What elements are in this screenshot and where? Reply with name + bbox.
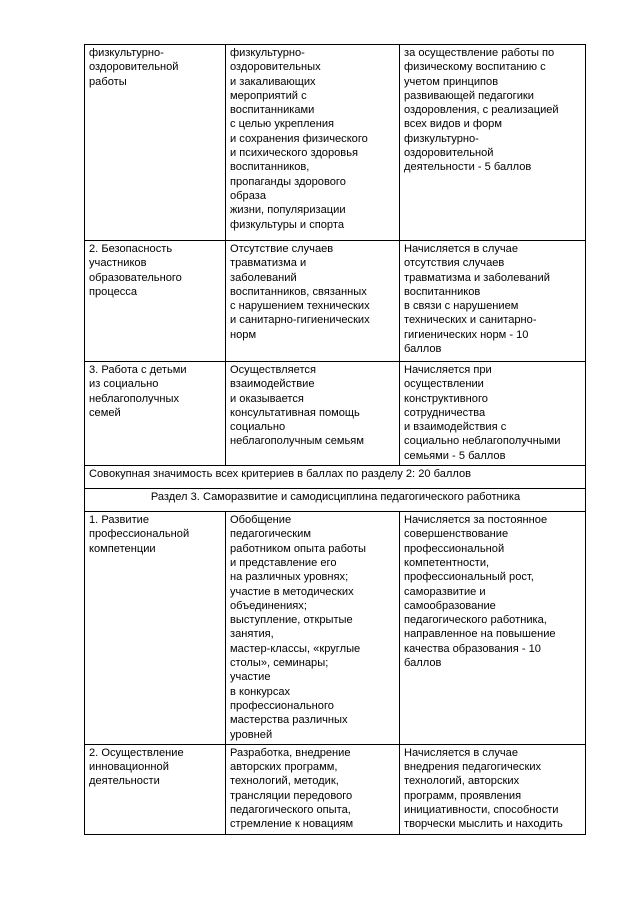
cell-text-line: отсутствия случаев [404,257,505,270]
table-row [85,362,586,466]
cell-text-line: воспитанников, [230,161,310,174]
cell-text-line: осуществлении [404,378,484,391]
cell-text-line: участников [89,257,147,270]
cell-text-line: оздоровительной [404,147,494,160]
cell-text-line: учетом принципов [404,75,499,88]
cell-text-line: внедрения педагогических [404,761,542,774]
cell-text-line: в связи с нарушением [404,300,519,313]
cell-text-line: оздоровительных [230,61,321,74]
indicator-cell [226,45,400,241]
cell-text-line: творчески мыслить и находить [404,818,563,831]
cell-text-line: профессиональный рост, [404,571,534,584]
cell-text-line: 2. Осуществление [89,746,184,759]
cell-text-line: качества образования - 10 [404,642,541,655]
cell-text-line: с нарушением технических [230,300,370,313]
cell-text-line: жизни, популяризации [230,204,346,217]
cell-text-line: 2. Безопасность [89,243,173,255]
indicator-cell [226,362,400,466]
cell-text-line: физкультуры и спорта [230,218,344,231]
cell-text-line: столы», семинары; [230,657,329,670]
cell-text-line: Начисляется при [404,364,492,376]
cell-text-line: на различных уровнях; [230,571,349,584]
criterion-cell [85,744,226,834]
cell-text-line: консультативная помощь [230,406,360,419]
cell-text-line: конструктивного [404,392,488,405]
cell-text-line: с целью укрепления [230,118,335,131]
cell-text-line: баллов [404,657,442,670]
table-row [85,241,586,362]
cell-text-line: объединениях; [230,599,307,612]
scoring-cell [400,744,586,834]
cell-text-line: за осуществление работы по [404,47,555,59]
cell-text-line: образовательного [89,271,182,284]
cell-text-line: педагогическим [230,528,311,541]
cell-text-line: воспитанниками [230,104,315,117]
cell-text-line: неблагополучных [89,392,180,405]
criteria-table [84,44,586,835]
cell-text-line: развивающей педагогики [404,89,534,102]
cell-text-line: социально [230,421,286,434]
cell-text-line: физкультурно- [89,47,164,59]
cell-text-line: процесса [89,285,138,298]
cell-text-line: и психического здоровья [230,147,358,160]
table-row [85,512,586,745]
cell-text-line: неблагополучным семьям [230,435,364,448]
cell-text-line: пропаганды здорового [230,175,346,188]
cell-text-line: Отсутствие случаев [230,243,334,255]
cell-text-line: компетентности, [404,556,490,569]
cell-text-line: программ, проявления [404,789,522,802]
cell-text-line: социально неблагополучными [404,435,561,448]
cell-text-line: взаимодействие [230,378,315,391]
section-total-row [85,466,586,489]
cell-text-line: занятия, [230,628,274,641]
cell-text-line: инновационной [89,761,169,774]
cell-text-line: Разработка, внедрение [230,746,351,759]
cell-text-line: профессионального [230,699,334,712]
cell-text-line: участие в методических [230,585,354,598]
cell-text-line: Начисляется за постоянное [404,514,548,527]
cell-text-line: работы [89,75,127,88]
scoring-cell [400,45,586,241]
cell-text-line: педагогического опыта, [230,804,351,817]
cell-text-line: оздоровления, с реализацией [404,104,559,117]
cell-text-line: и взаимодействия с [404,421,507,434]
section-title-row [85,489,586,512]
cell-text-line: физкультурно- [230,47,305,59]
cell-text-line: самообразование [404,599,496,612]
cell-text-line: образа [230,189,266,202]
cell-text-line: участие [230,671,271,684]
cell-text-line: профессиональной [89,528,190,541]
cell-text-line: Начисляется в случае [404,243,518,255]
cell-text-line: технологий, методик, [230,775,339,788]
cell-text-line: гигиенических норм - 10 [404,328,529,341]
cell-text-line: 3. Работа с детьми [89,364,187,376]
cell-text-line: баллов [404,343,442,356]
criterion-cell [85,45,226,241]
cell-text-line: оздоровительной [89,61,179,74]
section-3-title: Раздел 3. Саморазвитие и самодисциплина педагогического работника [85,489,586,512]
cell-text-line: и представление его [230,556,337,569]
cell-text-line: компетенции [89,542,156,555]
scoring-cell [400,362,586,466]
cell-text-line: мастерства различных [230,714,348,727]
cell-text-line: авторских программ, [230,761,338,774]
cell-text-line: педагогического работника, [404,614,547,627]
cell-text-line: норм [230,328,257,341]
cell-text-line: совершенствование [404,528,509,541]
scoring-cell [400,512,586,745]
cell-text-line: трансляции передового [230,789,353,802]
section-2-total: Совокупная значимость всех критериев в баллах по разделу 2: 20 баллов [85,466,586,489]
cell-text-line: в конкурсах [230,685,291,698]
cell-text-line: мастер-классы, «круглые [230,642,361,655]
cell-text-line: мероприятий с [230,89,307,102]
cell-text-line: и закаливающих [230,75,316,88]
cell-text-line: Обобщение [230,514,292,527]
cell-text-line: и санитарно-гигиенических [230,314,370,327]
cell-text-line: физкультурно- [404,132,479,145]
cell-text-line: семей [89,406,121,419]
cell-text-line: воспитанников [404,285,481,298]
criterion-cell [85,362,226,466]
cell-text-line: Осуществляется [230,364,316,376]
cell-text-line: работником опыта работы [230,542,366,555]
criterion-cell [85,241,226,362]
criterion-cell [85,512,226,745]
cell-text-line: физическому воспитанию с [404,61,546,74]
cell-text-line: технологий, авторских [404,775,520,788]
cell-text-line: заболеваний [230,271,297,284]
cell-text-line: саморазвитие и [404,585,486,598]
cell-text-line: всех видов и форм [404,118,502,131]
table-row [85,45,586,241]
cell-text-line: травматизма и [230,257,307,270]
cell-text-line: воспитанников, связанных [230,285,367,298]
cell-text-line: и оказывается [230,392,304,405]
cell-text-line: сотрудничества [404,406,486,419]
cell-text-line: технических и санитарно- [404,314,537,327]
cell-text-line: и сохранения физического [230,132,368,145]
cell-text-line: инициативности, способности [404,804,559,817]
cell-text-line: Начисляется в случае [404,746,518,759]
cell-text-line: деятельности - 5 баллов [404,161,532,174]
cell-text-line: профессиональной [404,542,505,555]
cell-text-line: направленное на повышение [404,628,556,641]
indicator-cell [226,744,400,834]
cell-text-line: стремление к новациям [230,818,354,831]
indicator-cell [226,512,400,745]
cell-text-line: травматизма и заболеваний [404,271,550,284]
cell-text-line: из социально [89,378,159,391]
cell-text-line: выступление, открытые [230,614,353,627]
indicator-cell [226,241,400,362]
cell-text-line: семьями - 5 баллов [404,449,506,462]
cell-text-line: 1. Развитие [89,514,150,527]
cell-text-line: деятельности [89,775,160,788]
table-row [85,744,586,834]
cell-text-line: уровней [230,728,273,741]
scoring-cell [400,241,586,362]
